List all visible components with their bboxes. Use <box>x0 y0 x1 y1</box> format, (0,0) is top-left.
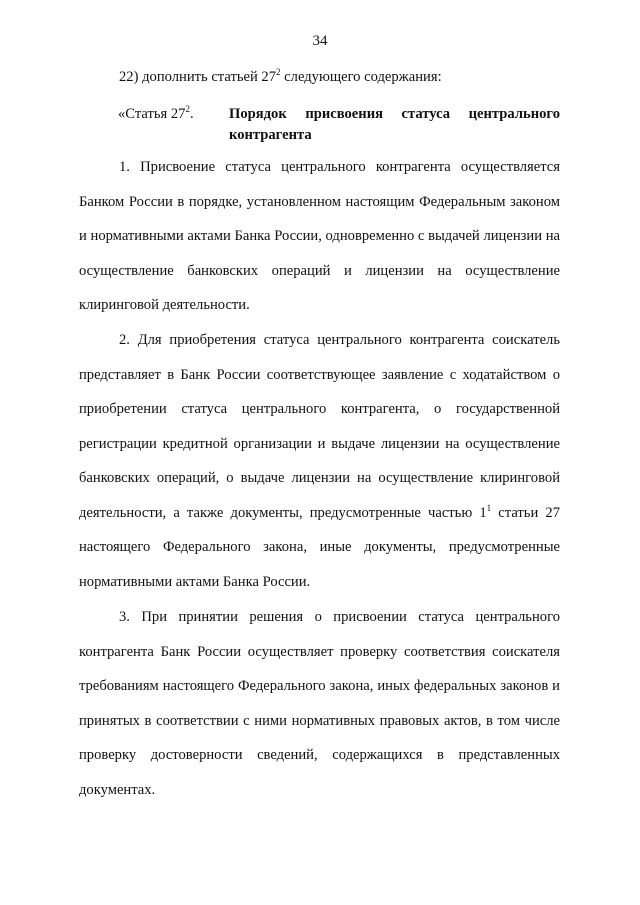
article-heading <box>118 104 560 146</box>
article-label-suffix: . <box>189 106 194 122</box>
amendment-intro-sup: 2 <box>276 67 281 77</box>
article-title-line-1: Порядок присвоения статуса центрального <box>229 106 560 122</box>
paragraph-3: 3. При принятии решения о присвоении статуса центрального контрагента Банк России осуществляет проверку соответствия соискателя требованиям настоящего Федерального закона, иных федеральных законов и принятых в соответствии с ними нормативных правовых актов, в том числе проверку достоверности сведений, содержащихся в представленных документах. <box>79 609 560 798</box>
paragraph-1: 1. Присвоение статуса центрального контрагента осуществляется Банком России в порядке, установленном настоящим Федеральным законом и нормативными актами Банка России, одновременно с выдачей лицензии на осуществление банковских операций и лицензии на осуществление клиринговой деятельности. <box>79 159 560 313</box>
amendment-intro <box>79 65 560 89</box>
amendment-intro-prefix: 22) дополнить статьей 27 <box>119 69 277 85</box>
article-label-sup: 2 <box>185 104 190 114</box>
article-label-prefix: «Статья 27 <box>118 106 186 122</box>
paragraph-2-text: 2. Для приобретения статуса центрального контрагента соискатель представляет в Банк России соответствующее заявление с ходатайством о приобретении статуса центрального контрагента, о государственной регистрации кредитной организации и выдаче лицензии на осуществление банковских операций, о выдаче лицензии на осуществление клиринговой деятельности, а также документы, предусмотренные частью 1 <box>79 332 560 521</box>
amendment-intro-suffix: следующего содержания: <box>280 69 442 85</box>
paragraph-2 <box>79 323 560 599</box>
page-number: 34 <box>312 33 328 49</box>
paragraph-2-sup: 1 <box>486 502 492 513</box>
article-title-line-2: контрагента <box>229 127 312 143</box>
article-label <box>118 104 229 146</box>
article-title <box>229 104 560 146</box>
paragraph-2-text-end: статьи 27 настоящего Федерального закона, иные документы, предусмотренные нормативными актами Банка России. <box>79 504 560 590</box>
